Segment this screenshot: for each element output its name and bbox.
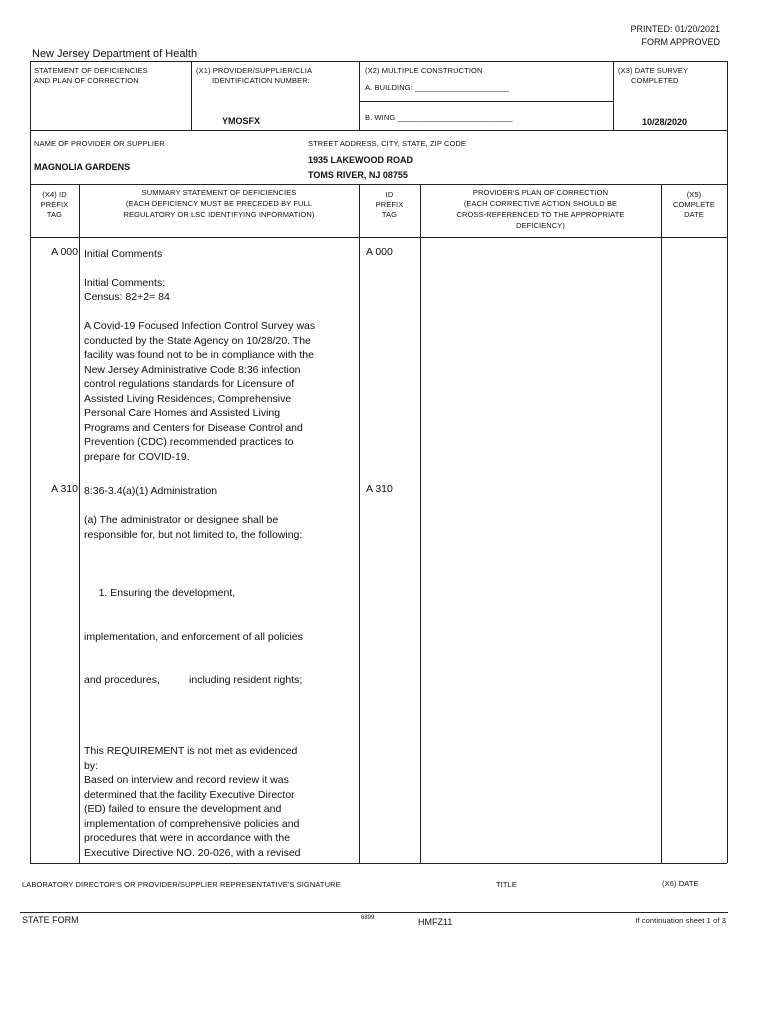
form-number: 6899 bbox=[361, 915, 375, 921]
x3-label-2: COMPLETED bbox=[631, 76, 679, 85]
rule-top bbox=[30, 61, 727, 62]
plan-header-4: DEFICIENCY) bbox=[515, 221, 566, 230]
id-header-1: ID bbox=[385, 190, 394, 199]
printed-date: PRINTED: 01/20/2021 bbox=[630, 24, 720, 34]
a000-census: Census: 82+2= 84 bbox=[84, 291, 170, 303]
form-approved: FORM APPROVED bbox=[641, 37, 720, 47]
state-form-label: STATE FORM bbox=[22, 915, 79, 925]
form-code: HMFZ11 bbox=[418, 917, 453, 927]
a310-title: 8:36-3.4(a)(1) Administration bbox=[84, 485, 218, 497]
a000-title: Initial Comments bbox=[84, 248, 163, 260]
x5-header-2: COMPLETE bbox=[672, 200, 716, 209]
x4-header-3: TAG bbox=[46, 210, 63, 219]
x5-header-1: (X5) bbox=[686, 190, 702, 199]
id-header-2: PREFIX bbox=[375, 200, 404, 209]
a310-id-tag: A 310 bbox=[366, 483, 393, 495]
rule-header-bottom bbox=[30, 237, 727, 238]
x4-header-1: (X4) ID bbox=[42, 190, 67, 199]
address-line-2: TOMS RIVER, NJ 08755 bbox=[308, 170, 408, 180]
rule-signature bbox=[20, 912, 728, 913]
plan-header-3: CROSS-REFERENCED TO THE APPROPRIATE bbox=[456, 210, 625, 219]
title-label: TITLE bbox=[496, 880, 517, 889]
rule-right bbox=[727, 61, 728, 863]
x5-header-3: DATE bbox=[684, 210, 704, 219]
a000-prefix-tag: A 000 bbox=[51, 246, 78, 258]
rule-top-box-bottom bbox=[30, 130, 727, 131]
summary-header-3: REGULATORY OR LSC IDENTIFYING INFORMATION) bbox=[123, 210, 315, 219]
survey-date-value: 10/28/2020 bbox=[642, 117, 688, 127]
signature-label: LABORATORY DIRECTOR'S OR PROVIDER/SUPPLIER REPRESENTATIVE'S SIGNATURE bbox=[22, 880, 341, 889]
x2-wing: B. WING ___________________________ bbox=[365, 113, 513, 122]
a310-requirement: (a) The administrator or designee shall be responsible for, but not limited to, the following: bbox=[84, 514, 303, 541]
id-header-3: TAG bbox=[381, 210, 398, 219]
address-label: STREET ADDRESS, CITY, STATE, ZIP CODE bbox=[308, 139, 467, 148]
a310-findings: This REQUIREMENT is not met as evidenced by: Based on interview and record review it was determined that the facility Executive Director (ED) failed to ensure the development and implementation of comprehensive policies and procedures that were in accordance with the Executive Directive NO. 20-026, with a revised bbox=[84, 745, 301, 859]
continuation-sheet: If continuation sheet 1 of 3 bbox=[635, 916, 726, 925]
summary-header-1: SUMMARY STATEMENT OF DEFICIENCIES bbox=[141, 188, 297, 197]
department-name: New Jersey Department of Health bbox=[32, 48, 198, 60]
summary-header-2: (EACH DEFICIENCY MUST BE PRECEDED BY FULL bbox=[125, 199, 313, 208]
a000-paragraph: A Covid-19 Focused Infection Control Survey was conducted by the State Agency on 10/28/20. The facility was found not to be in compliance with the New Jersey Administrative Code 8:36 infection control regulations standards for Licensure of Assisted Living Residences, Comprehensive Personal Care Homes and Assisted Living Programs and Centers for Disease Control and Prevention (CDC) recommended practices to prepare for COVID-19. bbox=[84, 320, 316, 463]
a000-id-tag: A 000 bbox=[366, 246, 393, 258]
x2-label: (X2) MULTIPLE CONSTRUCTION bbox=[365, 66, 483, 75]
x4-header-2: PREFIX bbox=[40, 200, 69, 209]
a310-item-1: 1. Ensuring the development, implementation, and enforcement of all policies and procedures, including resident rights; bbox=[84, 587, 303, 686]
provider-id-value: YMOSFX bbox=[222, 116, 261, 126]
provider-name-value: MAGNOLIA GARDENS bbox=[34, 162, 131, 172]
plan-header-2: (EACH CORRECTIVE ACTION SHOULD BE bbox=[463, 199, 618, 208]
a310-prefix-tag: A 310 bbox=[51, 483, 78, 495]
x3-label-1: (X3) DATE SURVEY bbox=[618, 66, 689, 75]
rule-table-bottom bbox=[30, 863, 727, 864]
provider-name-label: NAME OF PROVIDER OR SUPPLIER bbox=[34, 139, 165, 148]
x6-date-label: (X6) DATE bbox=[662, 879, 699, 888]
statement-label-2: AND PLAN OF CORRECTION bbox=[34, 76, 139, 85]
plan-header-1: PROVIDER'S PLAN OF CORRECTION bbox=[472, 188, 609, 197]
rule-left bbox=[30, 61, 31, 863]
x2-building: A. BUILDING: ______________________ bbox=[365, 83, 510, 92]
x1-label-2: IDENTIFICATION NUMBER: bbox=[212, 76, 310, 85]
address-line-1: 1935 LAKEWOOD ROAD bbox=[308, 155, 414, 165]
statement-label-1: STATEMENT OF DEFICIENCIES bbox=[34, 66, 148, 75]
a000-subtitle: Initial Comments: bbox=[84, 277, 166, 289]
x1-label-1: (X1) PROVIDER/SUPPLIER/CLIA bbox=[196, 66, 313, 75]
